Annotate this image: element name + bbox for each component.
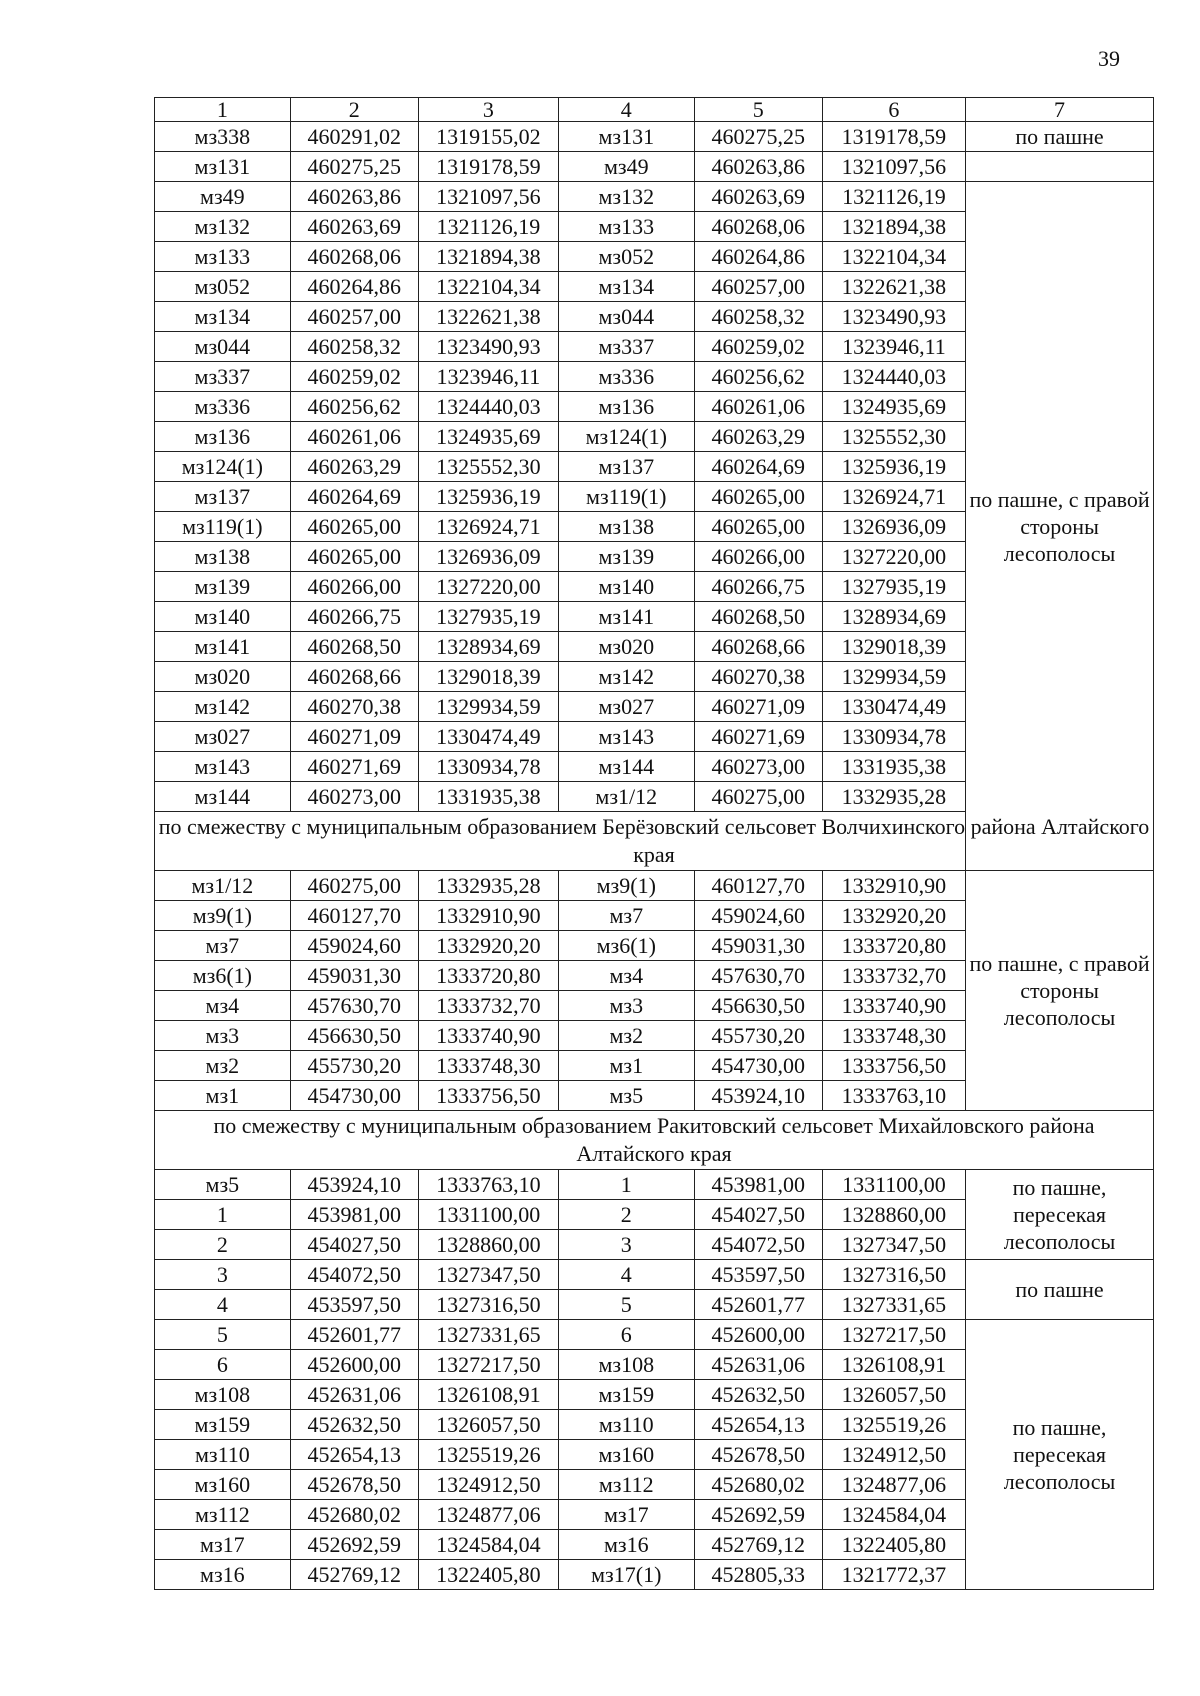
table-cell: 1330474,49 [822,692,965,722]
table-cell: 2 [558,1200,694,1230]
table-cell: 1322621,38 [822,272,965,302]
table-cell: 1327217,50 [418,1350,558,1380]
table-cell: 1329018,39 [822,632,965,662]
column-header: 6 [822,98,965,122]
table-cell: 1326057,50 [418,1410,558,1440]
table-cell: мз108 [558,1350,694,1380]
table-cell: 460275,00 [290,871,418,901]
table-cell: 1325936,19 [822,452,965,482]
table-cell: 460268,66 [694,632,822,662]
table-cell: 460266,00 [694,542,822,572]
table-header-row [155,98,1154,122]
table-cell: мз2 [558,1021,694,1051]
table-cell: 1328860,00 [822,1200,965,1230]
table-cell: мз020 [155,662,291,692]
table-cell: 460265,00 [694,512,822,542]
table-cell: 460258,32 [290,332,418,362]
table-cell: 1324584,04 [822,1500,965,1530]
table-cell: 1327217,50 [822,1320,965,1350]
table-cell: 460261,06 [290,422,418,452]
table-cell: мз133 [155,242,291,272]
table-cell: 3 [558,1230,694,1260]
table-cell: мз338 [155,122,291,152]
table-cell: 1328860,00 [418,1230,558,1260]
table-cell: 1331935,38 [822,752,965,782]
table-cell: 460264,86 [290,272,418,302]
route-description-cell: по пашне, с правой стороны лесополосы [966,871,1154,1111]
table-cell: 1324912,50 [822,1440,965,1470]
table-cell: 1321772,37 [822,1560,965,1590]
table-cell: 1333740,90 [822,991,965,1021]
table-cell: 4 [155,1290,291,1320]
table-cell: мз131 [155,152,291,182]
table-cell: мз027 [155,722,291,752]
table-cell: 459031,30 [290,961,418,991]
table-cell: мз5 [155,1170,291,1200]
table-cell: 1325519,26 [822,1410,965,1440]
section-row [155,812,1154,871]
table-cell: 454730,00 [694,1051,822,1081]
table-cell: мз124(1) [155,452,291,482]
table-row [155,182,1154,212]
table-cell: мз1 [155,1081,291,1111]
table-cell: 1325936,19 [418,482,558,512]
table-cell: мз16 [155,1560,291,1590]
table-cell: 1333763,10 [418,1170,558,1200]
table-cell: 452601,77 [694,1290,822,1320]
table-cell: 452631,06 [694,1350,822,1380]
table-cell: 1327316,50 [418,1290,558,1320]
table-cell: мз337 [155,362,291,392]
table-cell: 1322405,80 [822,1530,965,1560]
column-header: 2 [290,98,418,122]
table-cell: 1329934,59 [822,662,965,692]
table-cell: 1321097,56 [822,152,965,182]
table-cell: мз17(1) [558,1560,694,1590]
table-cell: 460270,38 [694,662,822,692]
table-cell: мз136 [558,392,694,422]
table-cell: 453981,00 [290,1200,418,1230]
table-cell: 1319178,59 [822,122,965,152]
table-cell: мз49 [558,152,694,182]
table-cell: 454730,00 [290,1081,418,1111]
route-description-cell: по пашне, пересекая лесополосы [966,1320,1154,1590]
table-cell: 453597,50 [694,1260,822,1290]
table-cell: мз138 [558,512,694,542]
table-row [155,1320,1154,1350]
table-cell: 1332920,20 [418,931,558,961]
table-cell: 460264,86 [694,242,822,272]
table-cell: 452805,33 [694,1560,822,1590]
table-cell: 460265,00 [694,482,822,512]
table-cell: 1325552,30 [418,452,558,482]
table-cell: мз3 [558,991,694,1021]
table-cell: 1324877,06 [822,1470,965,1500]
table-cell: 1324877,06 [418,1500,558,1530]
table-cell: мз140 [558,572,694,602]
table-cell: 1321894,38 [418,242,558,272]
table-cell: мз136 [155,422,291,452]
table-cell: 460271,69 [694,722,822,752]
table-cell: 1329934,59 [418,692,558,722]
table-cell: 452632,50 [694,1380,822,1410]
table-cell: мз159 [558,1380,694,1410]
table-cell: 460268,66 [290,662,418,692]
table-cell: 460259,02 [694,332,822,362]
table-cell: мз137 [155,482,291,512]
table-cell: 1324584,04 [418,1530,558,1560]
table-cell: 1332935,28 [418,871,558,901]
table-cell: 4 [558,1260,694,1290]
table-cell: 1324440,03 [418,392,558,422]
table-cell: мз141 [155,632,291,662]
table-cell: 460273,00 [694,752,822,782]
table-cell: 1326924,71 [418,512,558,542]
table-cell: 460268,50 [694,602,822,632]
boundary-coordinates-table [154,97,1154,1590]
table-cell: 1332920,20 [822,901,965,931]
table-cell: 1321894,38 [822,212,965,242]
table-cell: 1322405,80 [418,1560,558,1590]
table-cell: 454027,50 [290,1230,418,1260]
table-cell: мз027 [558,692,694,722]
table-cell: мз134 [155,302,291,332]
table-cell: 1333748,30 [822,1021,965,1051]
table-cell: 457630,70 [290,991,418,1021]
table-cell: мз139 [155,572,291,602]
table-cell: 1333756,50 [418,1081,558,1111]
table-cell: 1323490,93 [822,302,965,332]
table-cell: 455730,20 [694,1021,822,1051]
table-cell: мз110 [558,1410,694,1440]
table-row [155,1260,1154,1290]
table-cell: 460275,25 [694,122,822,152]
table-cell: 1319178,59 [418,152,558,182]
table-cell: мз020 [558,632,694,662]
table-cell: 1326108,91 [822,1350,965,1380]
table-cell: мз144 [155,782,291,812]
table-cell: 452769,12 [290,1560,418,1590]
table-cell: 460261,06 [694,392,822,422]
table-cell: 1328934,69 [822,602,965,632]
table-cell: 452631,06 [290,1380,418,1410]
table-cell: 454072,50 [694,1230,822,1260]
table-cell: 460268,06 [694,212,822,242]
table-cell: 460264,69 [290,482,418,512]
table-cell: 1330474,49 [418,722,558,752]
table-cell: мз052 [558,242,694,272]
table-cell: 460266,75 [694,572,822,602]
table-cell: 1324912,50 [418,1470,558,1500]
table-cell: 460268,06 [290,242,418,272]
page-number: 39 [1098,46,1120,71]
table-cell: 460265,00 [290,512,418,542]
table-cell: мз159 [155,1410,291,1440]
table-cell: 452654,13 [290,1440,418,1470]
table-cell: мз112 [155,1500,291,1530]
table-cell: мз7 [558,901,694,931]
table-cell: мз336 [155,392,291,422]
table-cell: 6 [155,1350,291,1380]
table-cell: мз133 [558,212,694,242]
table-row [155,122,1154,152]
table-cell: 1326936,09 [822,512,965,542]
table-cell: 452692,59 [290,1530,418,1560]
table-cell: 456630,50 [694,991,822,1021]
table-cell: 1326057,50 [822,1380,965,1410]
table-cell: 1333763,10 [822,1081,965,1111]
table-cell: 453597,50 [290,1290,418,1320]
table-cell: 1333732,70 [418,991,558,1021]
table-cell: 1324935,69 [418,422,558,452]
table-cell: мз044 [558,302,694,332]
table-cell: мз17 [558,1500,694,1530]
table-cell: 460291,02 [290,122,418,152]
table-cell: 460275,00 [694,782,822,812]
table-cell: 460273,00 [290,782,418,812]
table-cell: 1331100,00 [418,1200,558,1230]
table-cell: 1333748,30 [418,1051,558,1081]
table-cell: 455730,20 [290,1051,418,1081]
table-cell: 1319155,02 [418,122,558,152]
table-cell: 454072,50 [290,1260,418,1290]
table-cell: 460127,70 [694,871,822,901]
table-cell: 454027,50 [694,1200,822,1230]
table-cell: 1330934,78 [418,752,558,782]
table-cell: 460256,62 [290,392,418,422]
table-cell: 1327935,19 [418,602,558,632]
table-cell: 460271,09 [694,692,822,722]
table-cell: 452632,50 [290,1410,418,1440]
route-description-cell [966,152,1154,182]
table-cell: 460263,86 [694,152,822,182]
table-cell: 460268,50 [290,632,418,662]
table-cell: мз16 [558,1530,694,1560]
table-cell: мз139 [558,542,694,572]
table-cell: 459031,30 [694,931,822,961]
table-cell: мз1 [558,1051,694,1081]
table-cell: 1333740,90 [418,1021,558,1051]
table-cell: 460275,25 [290,152,418,182]
table-cell: мз143 [155,752,291,782]
table-cell: 460258,32 [694,302,822,332]
table-cell: 1325552,30 [822,422,965,452]
table-cell: 460265,00 [290,542,418,572]
table-cell: 1326108,91 [418,1380,558,1410]
route-description-cell: по пашне, с правой стороны лесополосы [966,182,1154,871]
table-cell: 460263,29 [694,422,822,452]
route-description-cell: по пашне [966,1260,1154,1320]
table-cell: мз49 [155,182,291,212]
table-cell: 452692,59 [694,1500,822,1530]
table-cell: мз3 [155,1021,291,1051]
table-cell: 452680,02 [290,1500,418,1530]
table-cell: 460266,00 [290,572,418,602]
table-cell: мз141 [558,602,694,632]
table-cell: 1325519,26 [418,1440,558,1470]
table-cell: мз052 [155,272,291,302]
table-cell: 457630,70 [694,961,822,991]
table-cell: 460263,69 [694,182,822,212]
table-cell: 452654,13 [694,1410,822,1440]
table-cell: 1322104,34 [822,242,965,272]
table-cell: мз143 [558,722,694,752]
table-cell: мз160 [558,1440,694,1470]
table-cell: 1327347,50 [822,1230,965,1260]
table-cell: 452769,12 [694,1530,822,1560]
table-cell: 1 [558,1170,694,1200]
table-cell: 460264,69 [694,452,822,482]
table-cell: мз337 [558,332,694,362]
table-cell: 1331935,38 [418,782,558,812]
column-header: 4 [558,98,694,122]
column-header: 3 [418,98,558,122]
table-cell: мз2 [155,1051,291,1081]
table-cell: мз131 [558,122,694,152]
table-cell: 1327316,50 [822,1260,965,1290]
table-cell: 460257,00 [694,272,822,302]
table-cell: 1321126,19 [418,212,558,242]
table-cell: мз124(1) [558,422,694,452]
table-cell: мз4 [155,991,291,1021]
table-cell: 1323490,93 [418,332,558,362]
section-row [155,1111,1154,1170]
table-row [155,871,1154,901]
table-cell: мз144 [558,752,694,782]
table-cell: 1323946,11 [418,362,558,392]
table-cell: мз1/12 [155,871,291,901]
section-title: по смежеству с муниципальным образованием Берёзовский сельсовет Волчихинского района Алтайского края [155,812,1154,871]
table-cell: 1330934,78 [822,722,965,752]
table-cell: 6 [558,1320,694,1350]
table-cell: 1326924,71 [822,482,965,512]
table-cell: 1329018,39 [418,662,558,692]
table-cell: 452600,00 [694,1320,822,1350]
table-cell: мз132 [558,182,694,212]
table-cell: мз119(1) [558,482,694,512]
table-cell: 1322104,34 [418,272,558,302]
table-cell: 459024,60 [290,931,418,961]
table-cell: 460259,02 [290,362,418,392]
table-cell: 1333732,70 [822,961,965,991]
table-cell: 453924,10 [694,1081,822,1111]
table-cell: 2 [155,1230,291,1260]
table-cell: 1332910,90 [418,901,558,931]
table-cell: мз4 [558,961,694,991]
table-cell: 460263,29 [290,452,418,482]
table-cell: мз9(1) [558,871,694,901]
table-cell: 453981,00 [694,1170,822,1200]
table-cell: 1327331,65 [418,1320,558,1350]
route-description-cell: по пашне [966,122,1154,152]
table-cell: 1321126,19 [822,182,965,212]
table-cell: 453924,10 [290,1170,418,1200]
table-cell: 1331100,00 [822,1170,965,1200]
table-cell: мз6(1) [558,931,694,961]
table-cell: мз138 [155,542,291,572]
table-cell: 460263,86 [290,182,418,212]
table-cell: мз112 [558,1470,694,1500]
table-row [155,1170,1154,1200]
table-cell: 452678,50 [694,1440,822,1470]
table-cell: мз044 [155,332,291,362]
table-cell: 460266,75 [290,602,418,632]
table-cell: мз142 [155,692,291,722]
table-cell: мз140 [155,602,291,632]
table-cell: 452601,77 [290,1320,418,1350]
table-cell: 3 [155,1260,291,1290]
table-cell: 1324440,03 [822,362,965,392]
table-cell: 460256,62 [694,362,822,392]
table-cell: 1327220,00 [418,572,558,602]
table-cell: мз336 [558,362,694,392]
table-cell: мз5 [558,1081,694,1111]
table-cell: 1333720,80 [418,961,558,991]
column-header: 1 [155,98,291,122]
table-cell: 460271,09 [290,722,418,752]
section-title: по смежеству с муниципальным образованием Ракитовский сельсовет Михайловского района Алтайского края [155,1111,1154,1170]
table-cell: 1327220,00 [822,542,965,572]
column-header: 5 [694,98,822,122]
table-cell: 460270,38 [290,692,418,722]
route-description-cell: по пашне, пересекая лесополосы [966,1170,1154,1260]
table-cell: 1323946,11 [822,332,965,362]
table-cell: 452600,00 [290,1350,418,1380]
table-cell: 452680,02 [694,1470,822,1500]
table-cell: 5 [155,1320,291,1350]
table-cell: 460127,70 [290,901,418,931]
table-cell: 1326936,09 [418,542,558,572]
table-cell: 456630,50 [290,1021,418,1051]
table-cell: мз119(1) [155,512,291,542]
table-cell: 452678,50 [290,1470,418,1500]
table-cell: 1327331,65 [822,1290,965,1320]
column-header: 7 [966,98,1154,122]
table-cell: 1333720,80 [822,931,965,961]
table-row [155,152,1154,182]
table-cell: мз7 [155,931,291,961]
table-cell: мз110 [155,1440,291,1470]
table-cell: мз6(1) [155,961,291,991]
table-cell: 5 [558,1290,694,1320]
table-cell: 460263,69 [290,212,418,242]
table-cell: мз134 [558,272,694,302]
table-cell: мз17 [155,1530,291,1560]
table-cell: 1322621,38 [418,302,558,332]
table-cell: мз132 [155,212,291,242]
table-cell: 1333756,50 [822,1051,965,1081]
table-cell: мз142 [558,662,694,692]
table-cell: мз137 [558,452,694,482]
table-cell: 1324935,69 [822,392,965,422]
table-cell: мз108 [155,1380,291,1410]
table-cell: мз9(1) [155,901,291,931]
table-cell: 1332935,28 [822,782,965,812]
table-cell: 1328934,69 [418,632,558,662]
table-cell: 460257,00 [290,302,418,332]
table-cell: 459024,60 [694,901,822,931]
table-cell: мз160 [155,1470,291,1500]
table-cell: 460271,69 [290,752,418,782]
table-cell: 1 [155,1200,291,1230]
table-cell: 1327347,50 [418,1260,558,1290]
table-cell: 1321097,56 [418,182,558,212]
table-cell: 1327935,19 [822,572,965,602]
table-cell: мз1/12 [558,782,694,812]
table-cell: 1332910,90 [822,871,965,901]
